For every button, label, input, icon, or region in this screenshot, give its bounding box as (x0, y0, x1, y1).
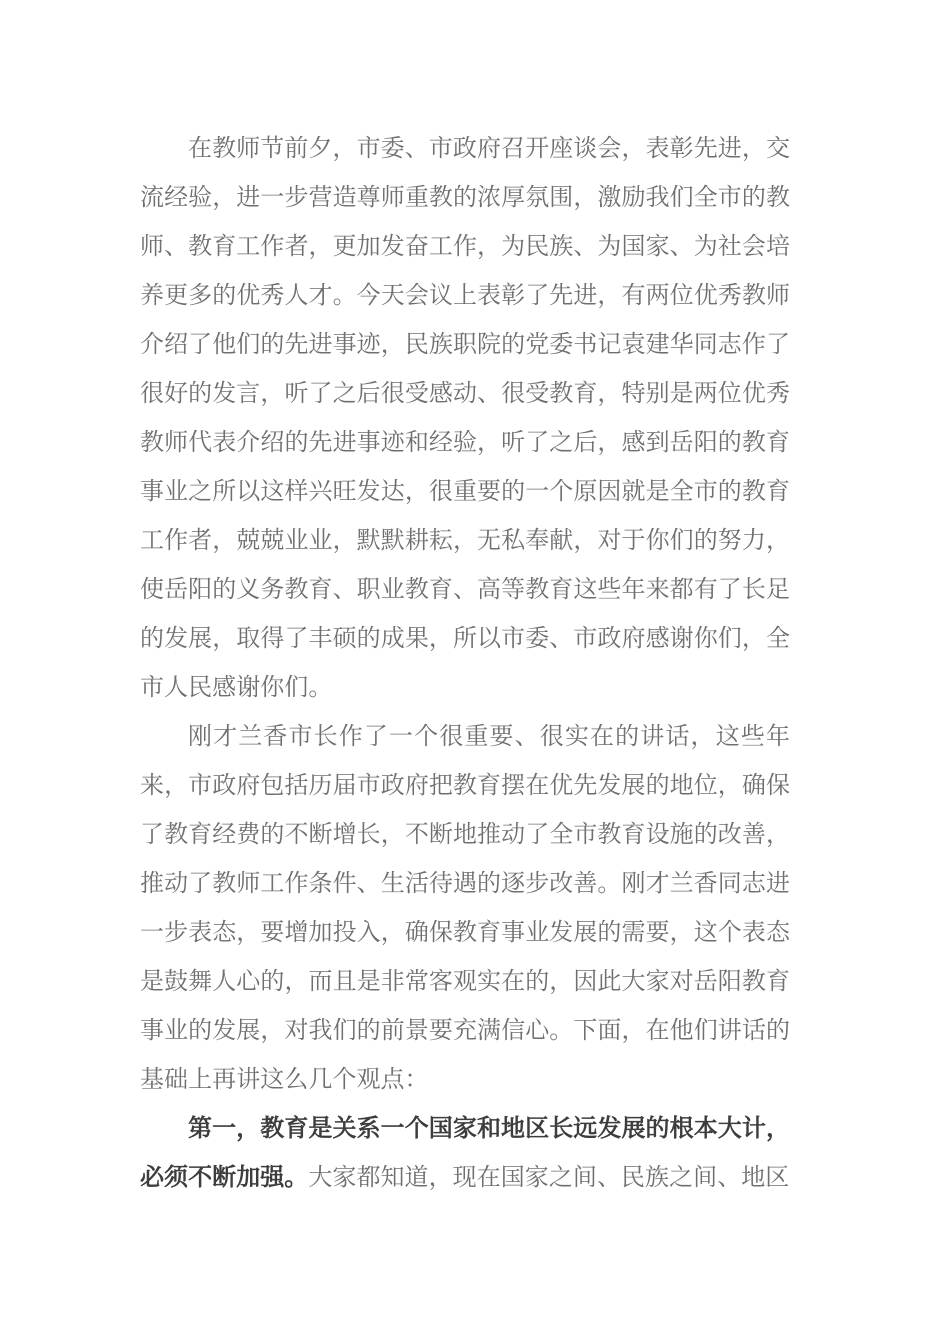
paragraph-3-text: 大家都知道，现在国家之间、民族之间、地区 (308, 1165, 790, 1191)
paragraph-3 (140, 1105, 790, 1203)
paragraph-2: 刚才兰香市长作了一个很重要、很实在的讲话，这些年来，市政府包括历届市政府把教育摆在优先发展的地位，确保了教育经费的不断增长，不断地推动了全市教育设施的改善，推动了教师工作条件、生活待遇的逐步改善。刚才兰香同志进一步表态，要增加投入，确保教育事业发展的需要，这个表态是鼓舞人心的，而且是非常客观实在的，因此大家对岳阳教育事业的发展，对我们的前景要充满信心。下面，在他们讲话的基础上再讲这么几个观点： (140, 724, 790, 1093)
document-body (140, 125, 790, 1203)
paragraph-1: 在教师节前夕，市委、市政府召开座谈会，表彰先进，交流经验，进一步营造尊师重教的浓厚氛围，激励我们全市的教师、教育工作者，更加发奋工作，为民族、为国家、为社会培养更多的优秀人才。今天会议上表彰了先进，有两位优秀教师介绍了他们的先进事迹，民族职院的党委书记袁建华同志作了很好的发言，听了之后很受感动、很受教育，特别是两位优秀教师代表介绍的先进事迹和经验，听了之后，感到岳阳的教育事业之所以这样兴旺发达，很重要的一个原因就是全市的教育工作者，兢兢业业，默默耕耘，无私奉献，对于你们的努力，使岳阳的义务教育、职业教育、高等教育这些年来都有了长足的发展，取得了丰硕的成果，所以市委、市政府感谢你们，全市人民感谢你们。 (140, 136, 790, 701)
paragraph-3-bold-lead: 第一，教育是关系一个国家和地区长远发展的根本大计，必须不断加强。 (140, 1116, 790, 1191)
